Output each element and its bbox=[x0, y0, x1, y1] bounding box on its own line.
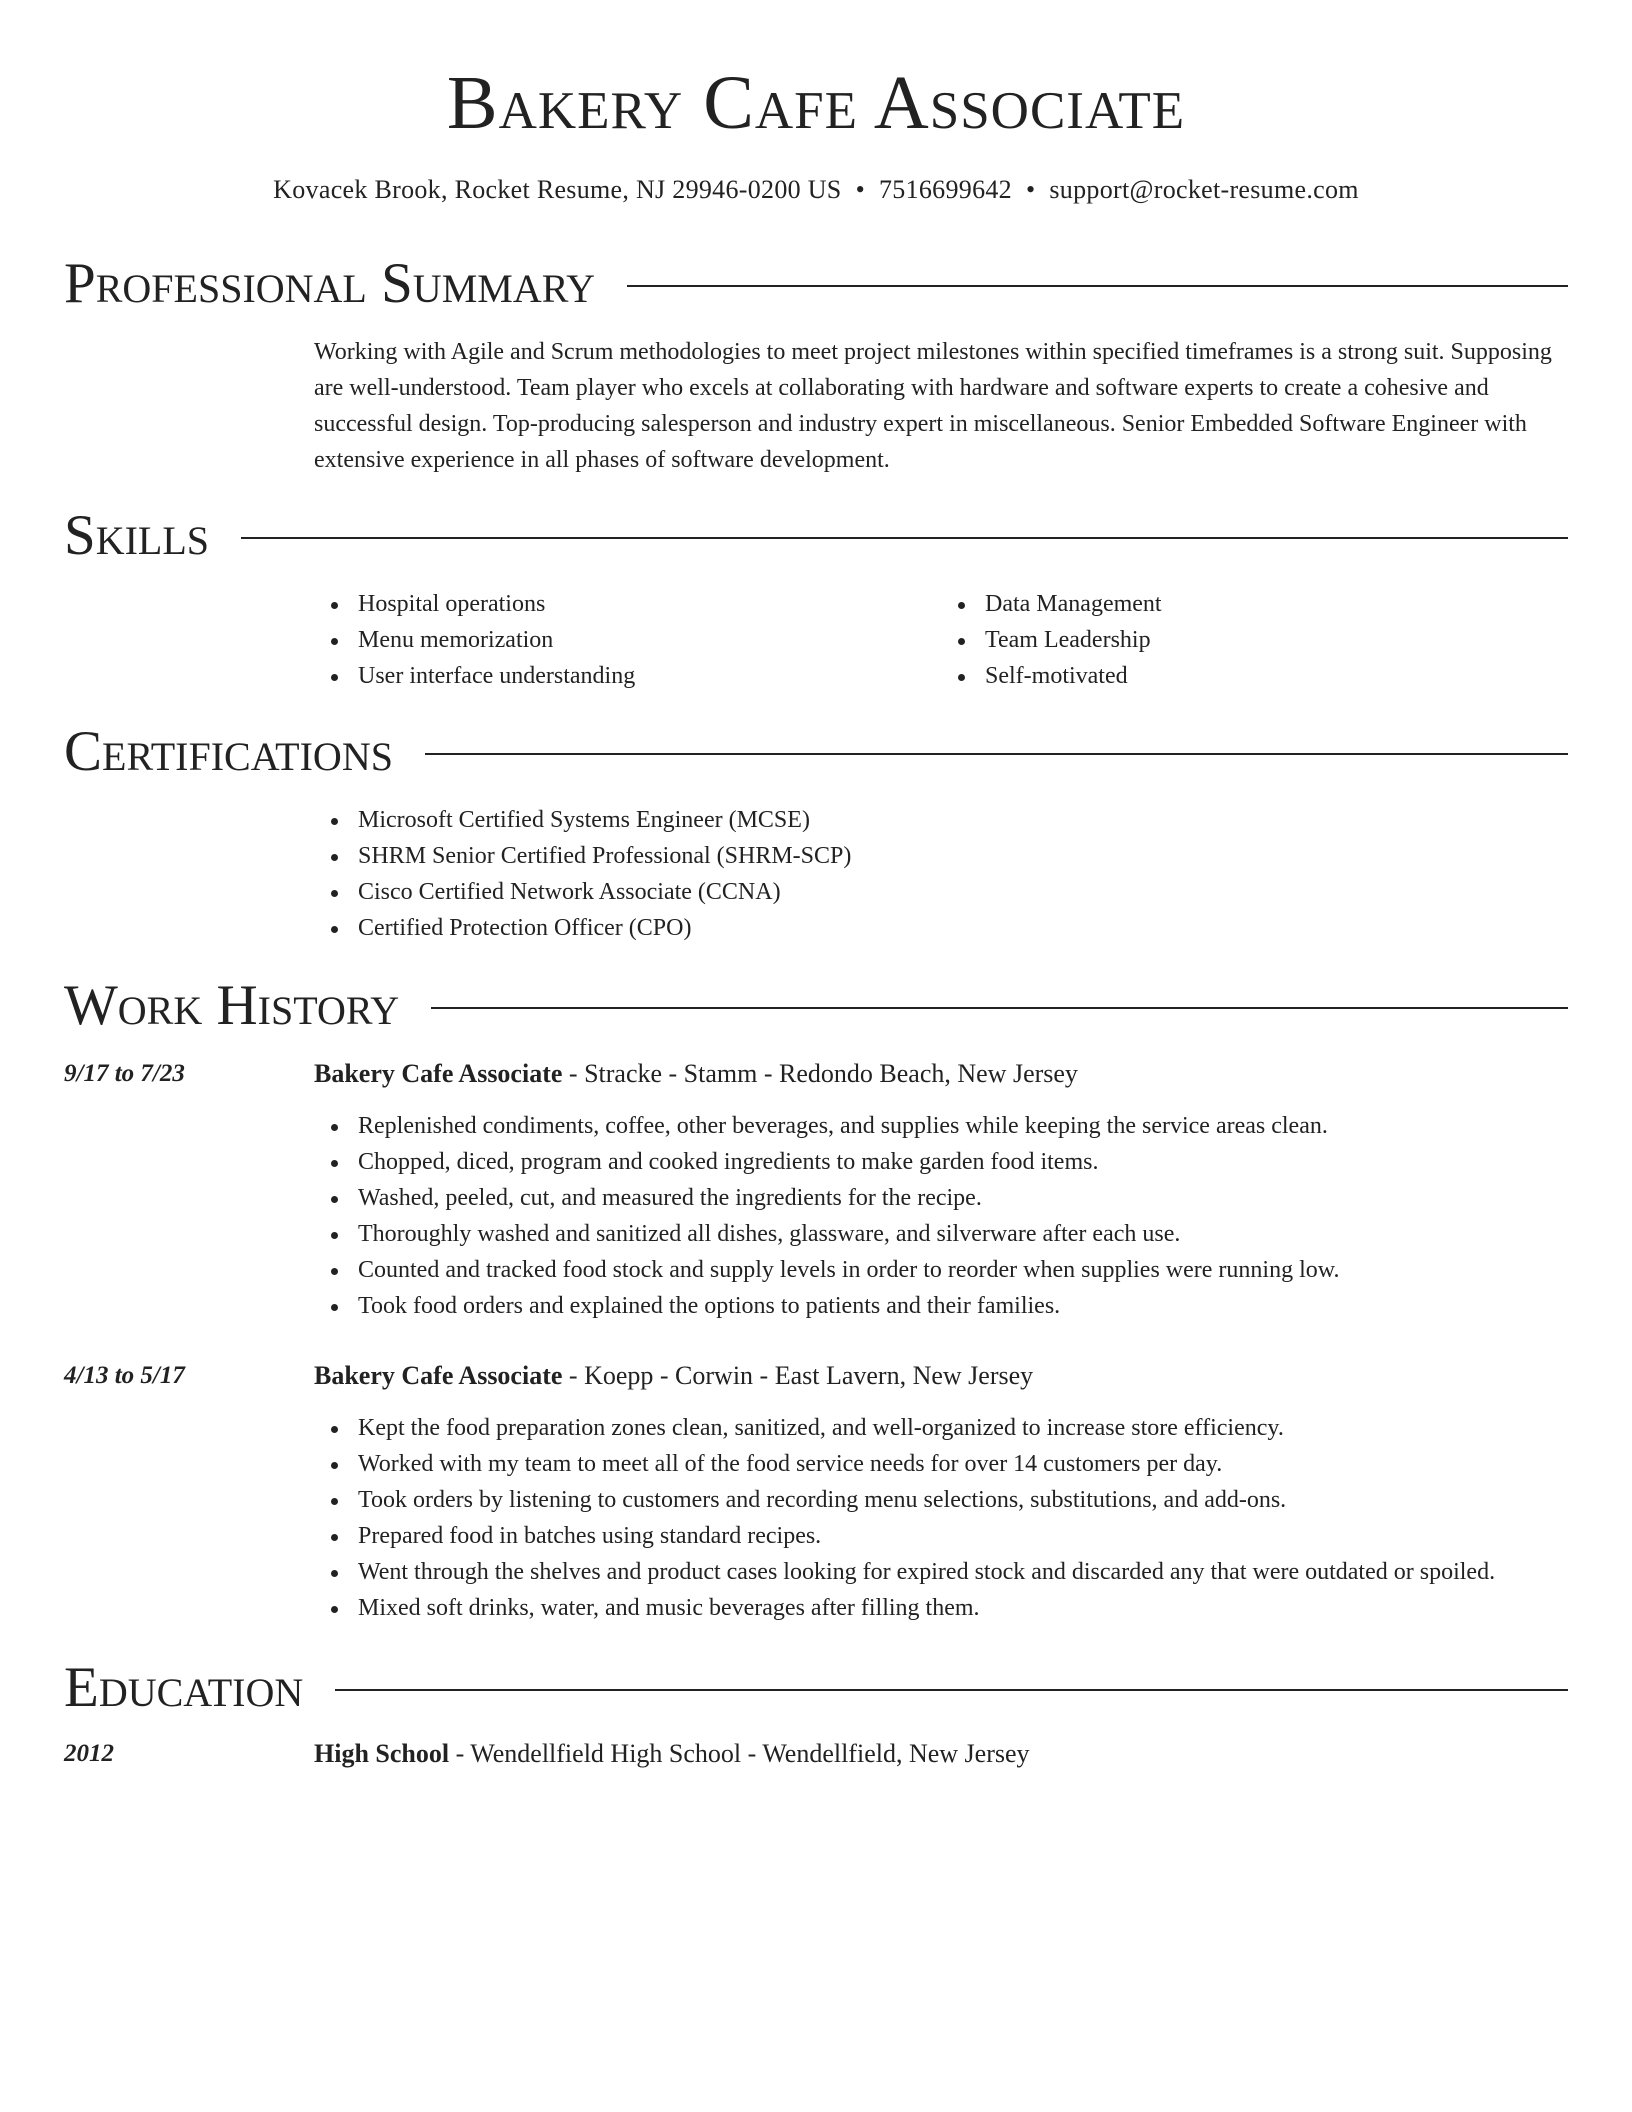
education-line bbox=[314, 1736, 1568, 1772]
contact-line bbox=[0, 174, 1632, 206]
certifications-list bbox=[314, 802, 1568, 946]
summary-section-header bbox=[64, 252, 1568, 316]
summary-text: Working with Agile and Scrum methodologies to meet project milestones within specified timeframes is a strong suit. Supposing are well-understood. Team player who excels at collaborating with hardware and software experts to create a cohesive and successful design. Top-producing salesperson and industry expert in miscellaneous. Senior Embedded Software Engineer with extensive experience in all phases of software development. bbox=[314, 339, 1552, 473]
education-degree: High School bbox=[314, 1739, 450, 1768]
job-bullet: Took orders by listening to customers and recording menu selections, substitutions, and add-ons. bbox=[358, 1482, 1568, 1518]
contact-separator: • bbox=[1025, 175, 1036, 204]
education-school-location: - Wendellfield High School - Wendellfield, New Jersey bbox=[449, 1739, 1030, 1768]
resume-name: Bakery Cafe Associate bbox=[446, 61, 1186, 145]
section-divider bbox=[335, 1689, 1568, 1691]
skill-item: Menu memorization bbox=[358, 622, 941, 658]
job-bullet: Kept the food preparation zones clean, sanitized, and well-organized to increase store efficiency. bbox=[358, 1410, 1568, 1446]
job-bullets bbox=[314, 1108, 1568, 1324]
job-bullets bbox=[314, 1410, 1568, 1626]
skills-list bbox=[314, 586, 1568, 694]
job-employer-location: - Koepp - Corwin - East Lavern, New Jersey bbox=[562, 1361, 1034, 1390]
section-divider bbox=[431, 1007, 1568, 1009]
section-title-certifications: Certifications bbox=[64, 720, 393, 783]
certification-item: Cisco Certified Network Associate (CCNA) bbox=[358, 874, 1568, 910]
contact-separator: • bbox=[855, 175, 865, 204]
section-divider bbox=[425, 753, 1568, 755]
section-divider bbox=[627, 285, 1568, 287]
job-bullet: Took food orders and explained the options to patients and their families. bbox=[358, 1288, 1568, 1324]
certification-item: Certified Protection Officer (CPO) bbox=[358, 910, 1568, 946]
job-title-line bbox=[314, 1056, 1568, 1092]
skill-item: Team Leadership bbox=[985, 622, 1568, 658]
certification-item: SHRM Senior Certified Professional (SHRM-SCP) bbox=[358, 838, 1568, 874]
section-divider bbox=[241, 537, 1568, 539]
job-dates: 9/17 to 7/23 bbox=[64, 1060, 185, 1087]
skill-item: User interface understanding bbox=[358, 658, 941, 694]
contact-address: Kovacek Brook, Rocket Resume, NJ 29946-0200 US bbox=[273, 175, 842, 204]
contact-email: support@rocket-resume.com bbox=[1049, 175, 1359, 204]
skill-item: Data Management bbox=[985, 586, 1568, 622]
work-section-header bbox=[64, 974, 1568, 1038]
job-bullet: Washed, peeled, cut, and measured the ingredients for the recipe. bbox=[358, 1180, 1568, 1216]
skills-column-1 bbox=[314, 586, 941, 694]
section-title-skills: Skills bbox=[64, 504, 210, 567]
job-bullet: Mixed soft drinks, water, and music beverages after filling them. bbox=[358, 1590, 1568, 1626]
job-dates: 4/13 to 5/17 bbox=[64, 1362, 185, 1389]
section-title-work: Work History bbox=[64, 974, 400, 1037]
job-role: Bakery Cafe Associate bbox=[314, 1361, 563, 1390]
job-role: Bakery Cafe Associate bbox=[314, 1059, 563, 1088]
job-bullet: Counted and tracked food stock and supply levels in order to reorder when supplies were running low. bbox=[358, 1252, 1568, 1288]
contact-phone: 7516699642 bbox=[878, 175, 1012, 204]
job-title-line bbox=[314, 1358, 1568, 1394]
education-section-header bbox=[64, 1656, 1568, 1720]
skill-item: Self-motivated bbox=[985, 658, 1568, 694]
job-employer-location: - Stracke - Stamm - Redondo Beach, New Jersey bbox=[562, 1059, 1078, 1088]
section-title-summary: Professional Summary bbox=[64, 252, 596, 315]
certifications-section-header bbox=[64, 720, 1568, 784]
job-bullet: Prepared food in batches using standard recipes. bbox=[358, 1518, 1568, 1554]
skill-item: Hospital operations bbox=[358, 586, 941, 622]
job-bullet: Replenished condiments, coffee, other beverages, and supplies while keeping the service areas clean. bbox=[358, 1108, 1568, 1144]
job-bullet: Worked with my team to meet all of the food service needs for over 14 customers per day. bbox=[358, 1446, 1568, 1482]
certification-item: Microsoft Certified Systems Engineer (MCSE) bbox=[358, 802, 1568, 838]
job-bullet: Went through the shelves and product cases looking for expired stock and discarded any that were outdated or spoiled. bbox=[358, 1554, 1568, 1590]
section-title-education: Education bbox=[64, 1656, 304, 1719]
job-bullet: Chopped, diced, program and cooked ingredients to make garden food items. bbox=[358, 1144, 1568, 1180]
job-bullet: Thoroughly washed and sanitized all dishes, glassware, and silverware after each use. bbox=[358, 1216, 1568, 1252]
skills-section-header bbox=[64, 504, 1568, 568]
skills-column-2 bbox=[941, 586, 1568, 694]
education-year: 2012 bbox=[64, 1740, 114, 1767]
